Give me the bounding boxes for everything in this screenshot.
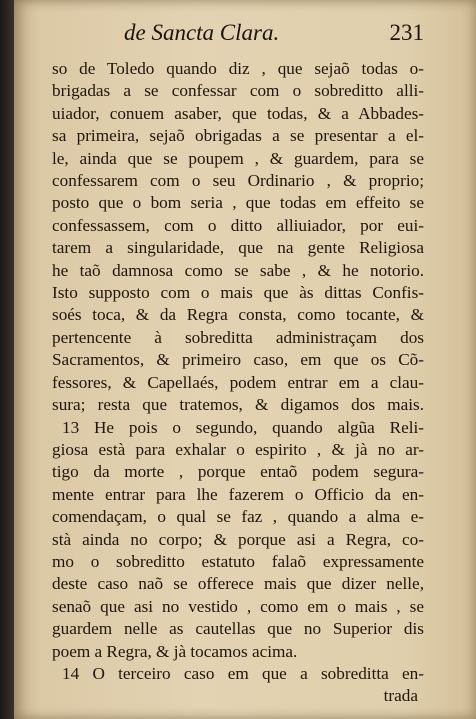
text-line: uiador, conuem asaber, que todas, & a Abbades-: [52, 103, 424, 123]
text-line: poem a Regra, & jà tocamos acima.: [52, 641, 298, 661]
text-line: le, ainda que se poupem , & guardem, para se: [52, 148, 424, 168]
text-line: Isto supposto com o mais que às dittas Confis-: [52, 283, 424, 303]
book-spine-shadow: [0, 0, 14, 719]
text-line: so de Toledo quando diz , que sejaõ todas o-: [52, 59, 424, 78]
text-line: confessassem, com o ditto alliuiador, por eui-: [52, 215, 424, 235]
text-line: soés toca, & da Regra consta, como tocante, &: [52, 305, 424, 325]
page-number: 231: [389, 20, 424, 45]
running-title: de Sancta Clara.: [124, 20, 280, 45]
text-line: posto que o bom seria , que todas em effeito se: [52, 193, 424, 213]
text-line: stà ainda no corpo; & porque asi a Regra, co-: [52, 529, 424, 549]
paragraph-14-start: 14 O terceiro caso em que a sobreditta en-: [62, 663, 424, 683]
page-header: [14, 20, 476, 50]
text-line: Sacramentos, & primeiro caso, em que os Cõ-: [52, 350, 424, 370]
text-line: fessores, & Capellaés, podem entrar em a clau-: [52, 372, 424, 392]
text-line: brigadas a se confessar com o sobreditto alli-: [52, 81, 424, 101]
text-line: pertencente à sobreditta administraçam dos: [52, 327, 424, 347]
paragraph-13-start: 13 He pois o segundo, quando algũa Reli-: [62, 417, 424, 437]
body-text: [52, 58, 424, 708]
text-line: mo o sobreditto estatuto falaõ expressamente: [52, 551, 424, 571]
text-line: he taõ damnosa como se sabe , & he notorio.: [52, 260, 424, 280]
book-page: [14, 0, 476, 719]
text-line: mente entrar para lhe fazerem o Officio da en-: [52, 484, 424, 504]
text-line: comendaçam, o qual se faz , quando a alma e-: [52, 507, 424, 527]
catchword: trada: [383, 686, 418, 706]
text-line: confessarem com o seu Ordinario , & proprio;: [52, 171, 424, 191]
text-line: senaõ que asi no vestido , como em o mais , se: [52, 596, 424, 616]
text-line: guardem nelle as cautellas que no Superior dis: [52, 619, 424, 639]
text-line: sa primeira, sejaõ obrigadas a se presentar a el-: [52, 126, 424, 146]
text-line: giosa està para exhalar o espirito , & jà no ar-: [52, 439, 424, 459]
text-line: sura; resta que tratemos, & digamos dos mais.: [52, 395, 424, 415]
text-line: deste caso naõ se offerece mais que dizer nelle,: [52, 574, 424, 594]
text-line: tigo da morte , porque entaõ podem segura-: [52, 462, 424, 482]
text-line: tarem a singularidade, que na gente Religiosa: [52, 238, 424, 258]
